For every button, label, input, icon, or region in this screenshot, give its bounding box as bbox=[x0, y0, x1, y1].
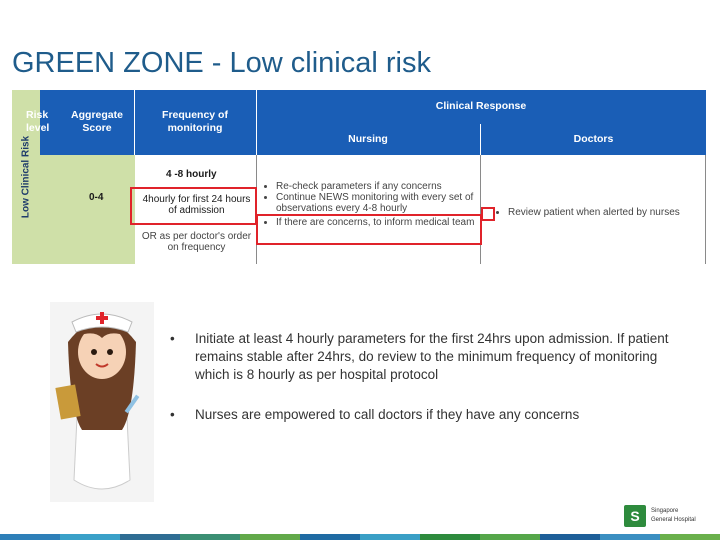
highlight-box-nursing bbox=[256, 214, 482, 245]
highlight-box-frequency bbox=[130, 187, 257, 225]
note-text: Nurses are empowered to call doctors if they have any concerns bbox=[195, 407, 580, 422]
footer-segment bbox=[180, 534, 240, 540]
header-nursing: Nursing bbox=[348, 133, 388, 145]
divider bbox=[705, 155, 706, 264]
footer-segment bbox=[600, 534, 660, 540]
doctors-cell bbox=[492, 207, 702, 218]
divider bbox=[134, 90, 135, 155]
logo-line2: General Hospital bbox=[651, 517, 696, 523]
footer-segment bbox=[240, 534, 300, 540]
highlight-box-doctors bbox=[481, 207, 495, 221]
nursing-item: • If there are concerns, to inform medical team bbox=[276, 217, 476, 228]
note-item bbox=[170, 330, 670, 384]
divider bbox=[480, 124, 481, 155]
footer-segment bbox=[480, 534, 540, 540]
header-risk-level: Risk level bbox=[26, 109, 50, 134]
footer-segment bbox=[60, 534, 120, 540]
nursing-item: • Re-check parameters if any concerns bbox=[276, 181, 476, 192]
nurse-illustration bbox=[50, 302, 154, 502]
logo-line1: Singapore bbox=[651, 508, 679, 514]
frequency-main: 4 -8 hourly bbox=[166, 169, 217, 180]
footer-color-strip bbox=[0, 534, 720, 540]
header-frequency: Frequency of monitoring bbox=[162, 109, 228, 134]
footer-segment bbox=[660, 534, 720, 540]
footer-segment bbox=[420, 534, 480, 540]
logo-mark: S bbox=[624, 505, 646, 527]
doctors-item: • Review patient when alerted by nurses bbox=[508, 207, 702, 218]
bullet-dot: • bbox=[170, 407, 175, 422]
nursing-item: • Continue NEWS monitoring with every set of observations every 4-8 hourly bbox=[276, 192, 476, 214]
footer-segment bbox=[360, 534, 420, 540]
side-label: Low Clinical Risk bbox=[20, 135, 32, 219]
frequency-doctor-order: OR as per doctor's order on frequency bbox=[141, 231, 252, 253]
hospital-logo bbox=[624, 505, 708, 529]
score-band bbox=[40, 155, 135, 264]
note-item bbox=[170, 406, 670, 424]
footer-segment bbox=[0, 534, 60, 540]
footer-segment bbox=[300, 534, 360, 540]
divider bbox=[256, 90, 257, 155]
header-doctors: Doctors bbox=[573, 133, 614, 145]
header-clinical-response: Clinical Response bbox=[435, 100, 527, 112]
footer-segment bbox=[540, 534, 600, 540]
header-aggregate-score: Aggregate Score bbox=[71, 109, 123, 134]
notes-list bbox=[170, 330, 670, 424]
footer-segment bbox=[120, 534, 180, 540]
score-value: 0-4 bbox=[89, 192, 104, 203]
page-title: GREEN ZONE - Low clinical risk bbox=[12, 47, 431, 79]
note-text: Initiate at least 4 hourly parameters for the first 24hrs upon admission. If patient remains stable after 24hrs, do review to the minimum frequency of monitoring which is 8 hourly as per hospital protocol bbox=[195, 331, 669, 382]
bullet-dot: • bbox=[170, 331, 175, 346]
frequency-first24: 4hourly for first 24 hours of admission bbox=[142, 194, 251, 216]
